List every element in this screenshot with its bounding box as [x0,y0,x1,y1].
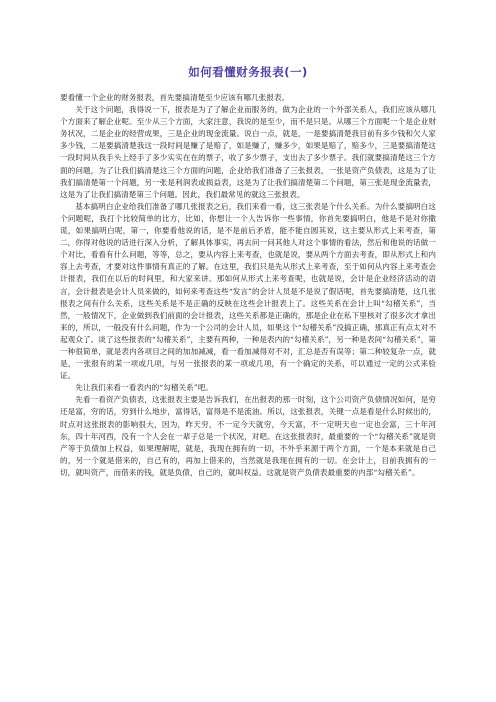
paragraph-3: 基本搞明白企业给我们准备了哪几张报表之后，我们来看一看，这三张表是个什么关系。为什么要搞明白这个问题呢，我打个比较简单的比方，比如，你想让一个人告诉你一些事情，你首先要搞明白，他是不是对你撒谎，如果搞明白呢，第一，你要看他说的话，是不是前后矛盾，能不能自圆其说，这主要从形式上来考查，第二，你得对他说的话进行深入分析，了解具体事实，再去问一问其他人对这个事情的看法，然后和他说的话做一个对比，看看有什么问题，等等，总之，要从内容上来考查，也就是说，要从两个方面去考查，即从形式上和内容上去考查，才要对这件事情有真正的了解。在这里，我们只是先从形式上来考查，至于如何从内容上来考查会计报表，我们在以后的时间里，和大家来讲。那如何从形式上来考查呢，也就是说，会计是企业经济活动的语言，会计报表是会计人员来做的，如何来考查这些“发言”的会计人员是不是说了假话呢，首先要搞清楚，这几张报表之间有什么关系，这些关系是不是正确的反映在这些会计报表上了。这些关系在会计上叫“勾稽关系”，当然，一般情况下，企业做到我们前面的会计报表，这些关系都是正确的，那是企业在私下里核对了很多次才拿出来的，所以，一般没有什么问题，作为一个公司的会计人员，如果这个“勾稽关系”没搞正确，那真正有点太对不起观众了。谈了这些报表的“勾稽关系”，主要有两种，一种是表内的“勾稽关系”，另一种是表间“勾稽关系”，第一种很简单，就是表内各项目之间的加加减减，看一看加减得对不对，汇总是否有误等；第二种较复杂一点，就是，一张报有的某一项或几项，与另一张报表的某一项或几项，有一个确定的关系，可以通过一定的公式来验证。 [60,201,436,381]
paragraph-4: 先让我们来看一看表内的“勾稽关系”吧。 [75,383,213,393]
document-title: 如何看懂财务报表(一) [188,65,308,79]
paragraph-5: 先看一看资产负债表，这张报表主要是告诉我们，在出报表的那一时刻，这个公司资产负债情况如何，是穷还是富，穷的话，穷到什么地步，富得话，富得是不是流油。所以，这张报表，关键一点是看是什么时候出的，时点对这张报表的影响很大，因为，昨天穷，不一定今天就穷，今天富，不一定明天也一定也会富，三十年河东，四十年河西，没有一个人会在一辈子总是一个状况，对吧。在这张报表时，最重要的一个“勾稽关系”就是资产等于负债加上权益，如果理解呢，就是，我现在拥有的一切，不外乎来源于两个方面，一个是本来就是自己的，另一个就是借来的，自己有的，再加上借来的，当然就是我现在拥有的一切。在会计上，目前我拥有的一切，就叫资产，而借来的钱，就是负债，自己的，就叫权益。这就是资产负债表最重要的内部“勾稽关系”。 [60,395,436,477]
document-body [60,92,436,479]
paragraph-1: 要看懂一个企业的财务报表，首先要搞清楚至少应该有哪几张报表。 [60,93,290,102]
paragraph-2: 关于这个问题，我得说一下，报表是为了了解企业而服务的，做为企业的一个外部关系人，我们应该从哪几个方面来了解企业呢。至少从三个方面，大家注意，我说的是至少，而不是只是。从哪三个方面呢一个是企业财务状况，二是企业的经营成果，三是企业的现金流量。说白一点，就是，一是要搞清楚我目前有多少钱和欠人家多少钱，二是要搞清楚我这一段时间是赚了是赔了，如是赚了，赚多少，如果是赔了，赔多少，三是要搞清楚这一段时间从我手头上经手了多少实实在在的票子，收了多少票子，支出去了多少票子。我们就要搞清楚这三个方面的问题，为了让我们搞清楚这三个方面的问题，企业给我们准备了三张报表，一张是资产负债表，这是为了让我们搞清楚第一个问题，另一张是利润表或损益表，这是为了让我们搞清楚第二个问题，第三张是现金流量表，这是为了让我们搞清楚第三个问题。因此，我们最常见的就这三张报表。 [60,105,436,199]
